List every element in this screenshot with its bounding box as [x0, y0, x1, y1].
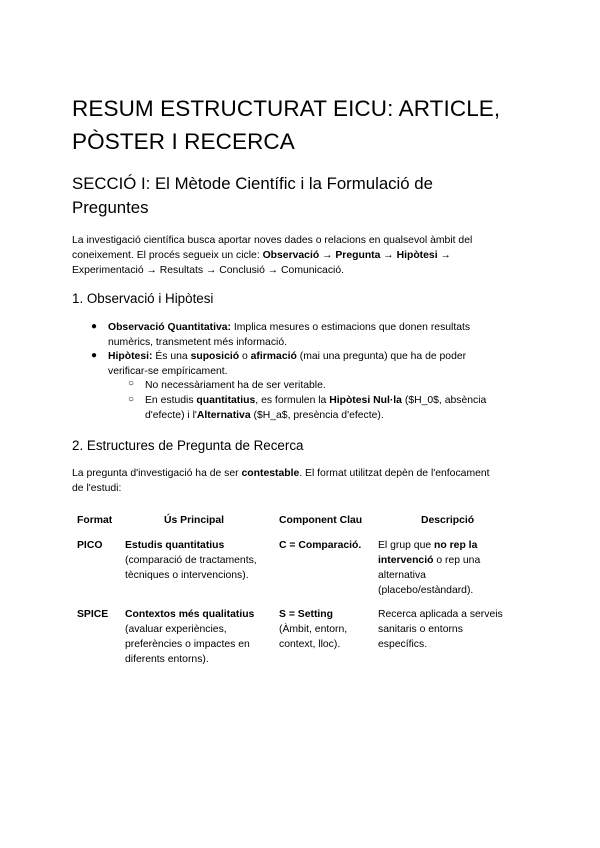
bullet-text: d'efecte) i l': [145, 410, 197, 421]
bullet-text: verificar-se empíricament.: [108, 366, 228, 377]
bold-term: afirmació: [250, 351, 297, 362]
cell-use-bold: Estudis quantitatius: [125, 540, 225, 551]
bold-term: suposició: [190, 351, 240, 362]
cell-use: [125, 607, 254, 667]
bullet-dot: ●: [91, 321, 98, 332]
title-line-2: PÒSTER I RECERCA: [72, 129, 295, 154]
bullet-text: ($H_a$, presència d'efecte).: [250, 410, 384, 421]
cell-component: [279, 607, 347, 652]
bold-term: quantitatius: [196, 395, 256, 406]
table-header-format: Format: [77, 515, 113, 526]
cell-text: alternativa: [378, 570, 426, 581]
cell-text: (placebo/estàndard).: [378, 585, 474, 596]
document-title: [72, 92, 500, 158]
cell-format: PICO: [77, 540, 103, 551]
sub-bullet-hipotesis: [145, 393, 486, 423]
arrow: →: [437, 250, 451, 261]
bullet-text: numèrics, transmetent més informació.: [108, 337, 288, 348]
cell-format: SPICE: [77, 609, 109, 620]
bullet-label: Observació Quantitativa:: [108, 322, 231, 333]
table-header-descripcio: Descripció: [421, 515, 475, 526]
arrow: →: [319, 250, 336, 261]
bold-term: Alternativa: [196, 410, 251, 421]
sub-bullet-veritable: No necessàriament ha de ser veritable.: [145, 380, 326, 391]
cell-text: Recerca aplicada a serveis: [378, 609, 503, 620]
cell-text: preferències o impactes en: [125, 639, 250, 650]
cell-text: o rep una: [433, 555, 481, 566]
intro-line-1: La investigació científica busca aportar noves dades o relacions en qualsevol àmbit del: [72, 235, 473, 246]
intro-text: coneixement. El procés segueix un cicle:: [72, 250, 263, 261]
bullet-text: , es formulen la: [255, 395, 330, 406]
bullet-dot: ●: [91, 350, 98, 361]
cell-text: context, lloc).: [279, 639, 341, 650]
cell-component-bold: S = Setting: [279, 609, 333, 620]
cell-description: [378, 607, 503, 652]
para-text: de l'estudi:: [72, 483, 122, 494]
section-line-2: Preguntes: [72, 198, 149, 217]
cell-text: diferents entorns).: [125, 654, 209, 665]
cell-text: (Àmbit, entorn,: [279, 624, 348, 635]
cell-text: sanitaris o entorns: [378, 624, 463, 635]
bullet-text: (mai una pregunta) que ha de poder: [296, 351, 467, 362]
cell-use-bold: Contextos més qualitatius: [125, 609, 255, 620]
section-line-1: SECCIÓ I: El Mètode Científic i la Formulació de: [72, 174, 433, 193]
sub-bullet-circle: ○: [128, 378, 135, 389]
bullet-label: Hipòtesi:: [108, 351, 153, 362]
bullet-text: En estudis: [145, 395, 197, 406]
cycle-pregunta: Pregunta: [335, 250, 381, 261]
cell-text: tècniques o intervencions).: [125, 570, 249, 581]
bullet-text: ($H_0$, absència: [401, 395, 487, 406]
cell-use: [125, 538, 257, 583]
cell-text: (comparació de tractaments,: [125, 555, 257, 566]
cycle-hipotesi: Hipòtesi: [396, 250, 438, 261]
section-heading: [72, 172, 433, 220]
bullet-text: És una: [152, 351, 191, 362]
bullet-hipotesi: [108, 349, 466, 379]
cell-text: El grup que: [378, 540, 435, 551]
paragraph-pregunta: [72, 466, 532, 496]
bold-term: no rep la: [434, 540, 478, 551]
cell-component: C = Comparació.: [279, 540, 362, 551]
cell-text: (avaluar experiències,: [125, 624, 227, 635]
cell-text: específics.: [378, 639, 428, 650]
cell-description: [378, 538, 480, 598]
bullet-text: o: [239, 351, 251, 362]
table-header-component: Component Clau: [279, 515, 363, 526]
bullet-text: Implica mesures o estimacions que donen resultats: [231, 322, 471, 333]
bullet-observacio-quantitativa: [108, 320, 470, 350]
cycle-observacio: Observació: [262, 250, 320, 261]
title-line-1: RESUM ESTRUCTURAT EICU: ARTICLE,: [72, 96, 501, 121]
table-header-us: Ús Principal: [164, 515, 225, 526]
arrow: →: [380, 250, 397, 261]
para-text: . El format utilitzat depèn de l'enfocament: [299, 468, 490, 479]
intro-line-3: Experimentació → Resultats → Conclusió → Comunicació.: [72, 265, 344, 276]
bold-term: contestable: [241, 468, 300, 479]
subheading-estructures: 2. Estructures de Pregunta de Recerca: [72, 438, 304, 453]
bold-term: intervenció: [378, 555, 434, 566]
intro-paragraph: [72, 233, 532, 278]
subheading-observacio: 1. Observació i Hipòtesi: [72, 291, 214, 306]
para-text: La pregunta d'investigació ha de ser: [72, 468, 242, 479]
bold-term: Hipòtesi Nul·la: [329, 395, 402, 406]
sub-bullet-circle: ○: [128, 394, 135, 405]
